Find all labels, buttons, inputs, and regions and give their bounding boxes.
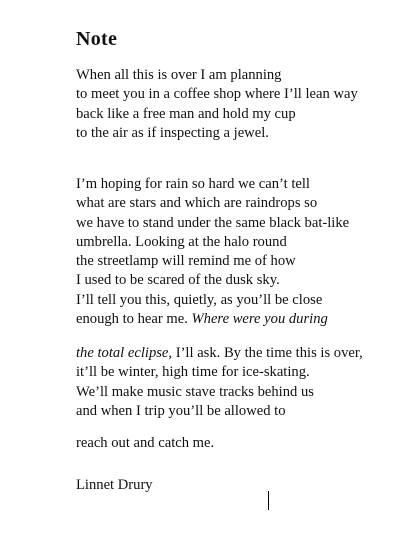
- poem-line: When all this is over I am planning: [76, 67, 282, 83]
- poem-line: [76, 310, 328, 329]
- stanza-1: [76, 66, 358, 144]
- poem-line: I used to be scared of the dusk sky.: [76, 272, 280, 289]
- stanza-3: [76, 252, 328, 330]
- poem-line-plain-segment: I’ll ask. By the time this is over,: [172, 345, 363, 361]
- poem-line-italic-segment: Where were you during: [191, 311, 328, 328]
- poem-line-plain-segment: enough to hear me.: [76, 311, 192, 328]
- poem-title: Note: [76, 28, 118, 50]
- poem-line: [76, 344, 363, 363]
- poem-line: what are stars and which are raindrops so: [76, 195, 318, 212]
- poem-line: to the air as if inspecting a jewel.: [76, 125, 269, 142]
- poem-line: I’m hoping for rain so hard we can’t tell: [76, 176, 310, 192]
- stanza-2: [76, 175, 349, 253]
- text-cursor: [268, 491, 269, 510]
- poem-line: back like a free man and hold my cup: [76, 105, 296, 122]
- poem-line: we have to stand under the same black bat-like: [76, 214, 350, 231]
- poem-line: We’ll make music stave tracks behind us: [76, 383, 314, 400]
- poem-line-italic-segment: the total eclipse,: [76, 345, 173, 361]
- author-name: Linnet Drury: [76, 477, 153, 493]
- poem-line: it’ll be winter, high time for ice-skating.: [76, 364, 310, 381]
- poem-line: I’ll tell you this, quietly, as you’ll be close: [76, 291, 323, 308]
- stanza-4: [76, 344, 363, 422]
- stanza-5: [76, 434, 214, 453]
- poem-line: and when I trip you’ll be allowed to: [76, 403, 286, 420]
- poem-line: the streetlamp will remind me of how: [76, 253, 296, 269]
- poem-line: reach out and catch me.: [76, 435, 215, 451]
- poem-line: to meet you in a coffee shop where I’ll lean way: [76, 86, 358, 103]
- poem-line: umbrella. Looking at the halo round: [76, 234, 287, 251]
